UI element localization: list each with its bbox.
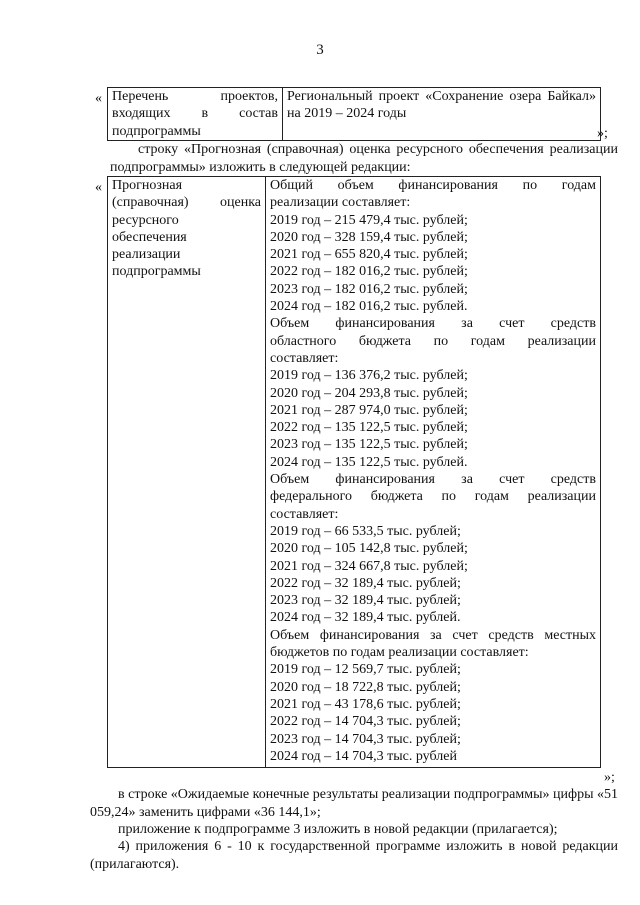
funding-line: реализации составляет:	[270, 195, 411, 211]
funding-line: 2023 год – 135 122,5 тыс. рублей;	[270, 437, 468, 453]
funding-label-line: реализации	[112, 247, 181, 263]
funding-line: 2024 год – 32 189,4 тыс. рублей.	[270, 610, 461, 626]
projects-table	[107, 87, 601, 141]
funding-line: 2022 год – 182 016,2 тыс. рублей;	[270, 264, 468, 280]
funding-line: 2024 год – 14 704,3 тыс. рублей	[270, 748, 457, 764]
paragraph-text: 4) приложения 6 - 10 к государственной программе изложить в новой редакции (прилагаются).	[90, 839, 618, 872]
funding-line: 2024 год – 135 122,5 тыс. рублей.	[270, 454, 468, 470]
funding-line: Общий объем финансирования по годам	[270, 178, 596, 193]
funding-line: 2019 год – 136 376,2 тыс. рублей;	[270, 368, 468, 384]
table2-open-quote: «	[95, 180, 102, 195]
funding-line: Объем финансирования за счет средств местных	[270, 627, 596, 643]
funding-line: областного бюджета по годам реализации	[270, 333, 596, 349]
projects-value-cell	[283, 88, 601, 141]
funding-line: 2019 год – 215 479,4 тыс. рублей;	[270, 212, 468, 228]
funding-line: 2021 год – 43 178,6 тыс. рублей;	[270, 696, 461, 712]
paragraph-text: строку «Прогнозная (справочная) оценка ресурсного обеспечения реализации подпрограммы» изложить в следующей редакции:	[110, 142, 618, 175]
funding-line: 2022 год – 14 704,3 тыс. рублей;	[270, 714, 461, 730]
funding-line: составляет:	[270, 506, 339, 522]
funding-label-line: ресурсного	[112, 212, 179, 228]
projects-label-line: Перечень проектов,	[112, 89, 278, 104]
paragraph-expected-results	[90, 786, 618, 821]
funding-line: Объем финансирования за счет средств	[270, 316, 596, 332]
table1-close-quote: »;	[597, 126, 608, 141]
funding-line: составляет:	[270, 350, 339, 366]
funding-label-line: обеспечения	[112, 229, 187, 245]
funding-line: 2021 год – 287 974,0 тыс. рублей;	[270, 402, 468, 418]
projects-label-cell	[108, 88, 283, 141]
paragraph-row-replace	[110, 141, 618, 176]
table2-close-quote: »;	[604, 770, 615, 785]
funding-line: федерального бюджета по годам реализации	[270, 489, 596, 505]
funding-line: 2023 год – 14 704,3 тыс. рублей;	[270, 731, 461, 747]
funding-line: 2020 год – 18 722,8 тыс. рублей;	[270, 679, 461, 695]
funding-label-line: подпрограммы	[112, 264, 201, 280]
funding-value-cell	[266, 177, 601, 768]
paragraph-text: приложение к подпрограмме 3 изложить в новой редакции (прилагается);	[118, 822, 558, 837]
funding-line: 2019 год – 12 569,7 тыс. рублей;	[270, 662, 461, 678]
projects-label-line: входящих в состав	[112, 106, 278, 122]
paragraph-appendix	[90, 821, 618, 839]
funding-line: 2021 год – 655 820,4 тыс. рублей;	[270, 247, 468, 263]
funding-line: 2020 год – 204 293,8 тыс. рублей;	[270, 385, 468, 401]
funding-line: 2023 год – 182 016,2 тыс. рублей;	[270, 281, 468, 297]
paragraph-text: в строке «Ожидаемые конечные результаты реализации подпрограммы» цифры «51 059,24» заменить цифрами «36 144,1»;	[90, 787, 618, 820]
funding-line: 2020 год – 105 142,8 тыс. рублей;	[270, 541, 468, 557]
funding-line: бюджетов по годам реализации составляет:	[270, 645, 529, 661]
funding-line: 2023 год – 32 189,4 тыс. рублей;	[270, 593, 461, 609]
funding-line: 2024 год – 182 016,2 тыс. рублей.	[270, 299, 468, 315]
funding-label-line: Прогнозная	[112, 178, 183, 193]
funding-table	[107, 176, 601, 768]
table1-open-quote: «	[95, 91, 102, 106]
funding-label-cell	[108, 177, 266, 768]
funding-line: 2019 год – 66 533,5 тыс. рублей;	[270, 523, 461, 539]
projects-label-line: подпрограммы	[112, 123, 201, 139]
funding-line: 2020 год – 328 159,4 тыс. рублей;	[270, 229, 468, 245]
page-number: 3	[316, 42, 324, 58]
funding-line: 2022 год – 32 189,4 тыс. рублей;	[270, 575, 461, 591]
projects-value-text: Региональный проект «Сохранение озера Байкал» на 2019 – 2024 годы	[287, 89, 596, 122]
funding-label-line: (справочная) оценка	[112, 195, 261, 211]
paragraph-annexes	[90, 838, 618, 873]
funding-line: 2022 год – 135 122,5 тыс. рублей;	[270, 420, 468, 436]
funding-line: Объем финансирования за счет средств	[270, 472, 596, 488]
funding-line: 2021 год – 324 667,8 тыс. рублей;	[270, 558, 468, 574]
